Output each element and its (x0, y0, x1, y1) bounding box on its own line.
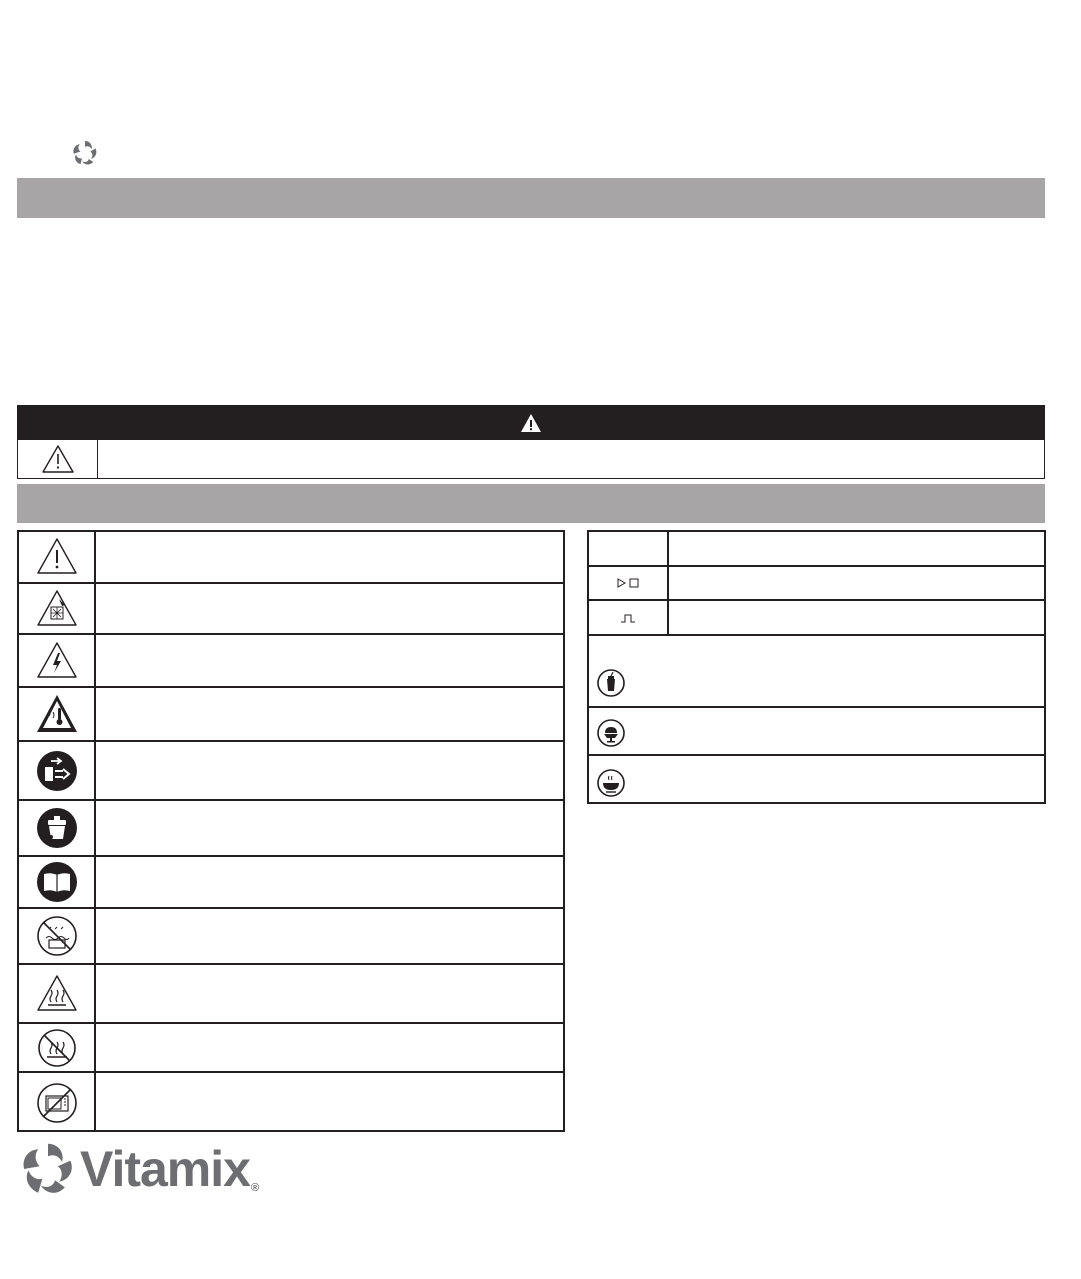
warning-triangle-icon (520, 413, 542, 433)
vitamix-wordmark: Vitamix® (80, 1141, 259, 1197)
section-header-bar-symbols (17, 484, 1045, 523)
frozen-dessert-icon (596, 718, 626, 748)
electric-shock-icon (35, 639, 79, 683)
symbol-row (19, 857, 563, 909)
lid-on-icon (35, 806, 79, 850)
symbol-description (96, 532, 563, 582)
symbol-row (19, 688, 563, 742)
symbol-description (96, 1024, 563, 1071)
control-description (669, 532, 1044, 565)
warning-row (18, 440, 1044, 478)
control-row (589, 601, 1044, 636)
symbol-description (96, 909, 563, 963)
pulse-icon (620, 613, 636, 623)
symbol-row (19, 742, 563, 801)
no-heat-icon (35, 1026, 79, 1070)
symbol-description (96, 742, 563, 799)
control-description (669, 601, 1044, 634)
start-stop-icon (616, 577, 640, 589)
program-row (589, 636, 1044, 708)
program-row (589, 710, 1044, 756)
no-microwave-icon (35, 1081, 79, 1125)
symbol-row (19, 532, 563, 584)
hot-liquid-icon (35, 692, 79, 736)
symbol-row (19, 1024, 563, 1073)
control-row (589, 567, 1044, 601)
control-row (589, 532, 1044, 567)
smoothie-icon (596, 668, 626, 698)
hot-soup-icon (596, 768, 626, 798)
control-description (669, 567, 1044, 599)
caution-icon (35, 535, 79, 579)
program-row (589, 758, 1044, 804)
read-manual-icon (35, 860, 79, 904)
symbol-description (96, 584, 563, 633)
section-header-bar (17, 178, 1045, 218)
unplug-icon (35, 749, 79, 793)
warning-box (17, 405, 1045, 479)
blade-hazard-icon (35, 587, 79, 631)
symbol-description (96, 688, 563, 740)
vitamix-swirl-icon (20, 1141, 76, 1197)
symbol-description (96, 635, 563, 686)
symbol-row (19, 1073, 563, 1132)
symbol-row (19, 635, 563, 688)
vitamix-logo (20, 1140, 260, 1198)
symbol-description (96, 857, 563, 907)
hot-surface-icon (35, 972, 79, 1016)
controls-table (587, 530, 1046, 804)
symbol-row (19, 584, 563, 635)
vitamix-swirl-icon (70, 138, 100, 168)
no-dishwasher-icon (35, 914, 79, 958)
symbol-row (19, 801, 563, 857)
safety-symbols-table (17, 530, 565, 1132)
caution-triangle-icon (41, 444, 75, 474)
symbol-description (96, 965, 563, 1022)
symbol-description (96, 1073, 563, 1132)
symbol-row (19, 909, 563, 965)
warning-text (98, 440, 1044, 478)
symbol-description (96, 801, 563, 855)
symbol-row (19, 965, 563, 1024)
warning-header (18, 406, 1044, 440)
